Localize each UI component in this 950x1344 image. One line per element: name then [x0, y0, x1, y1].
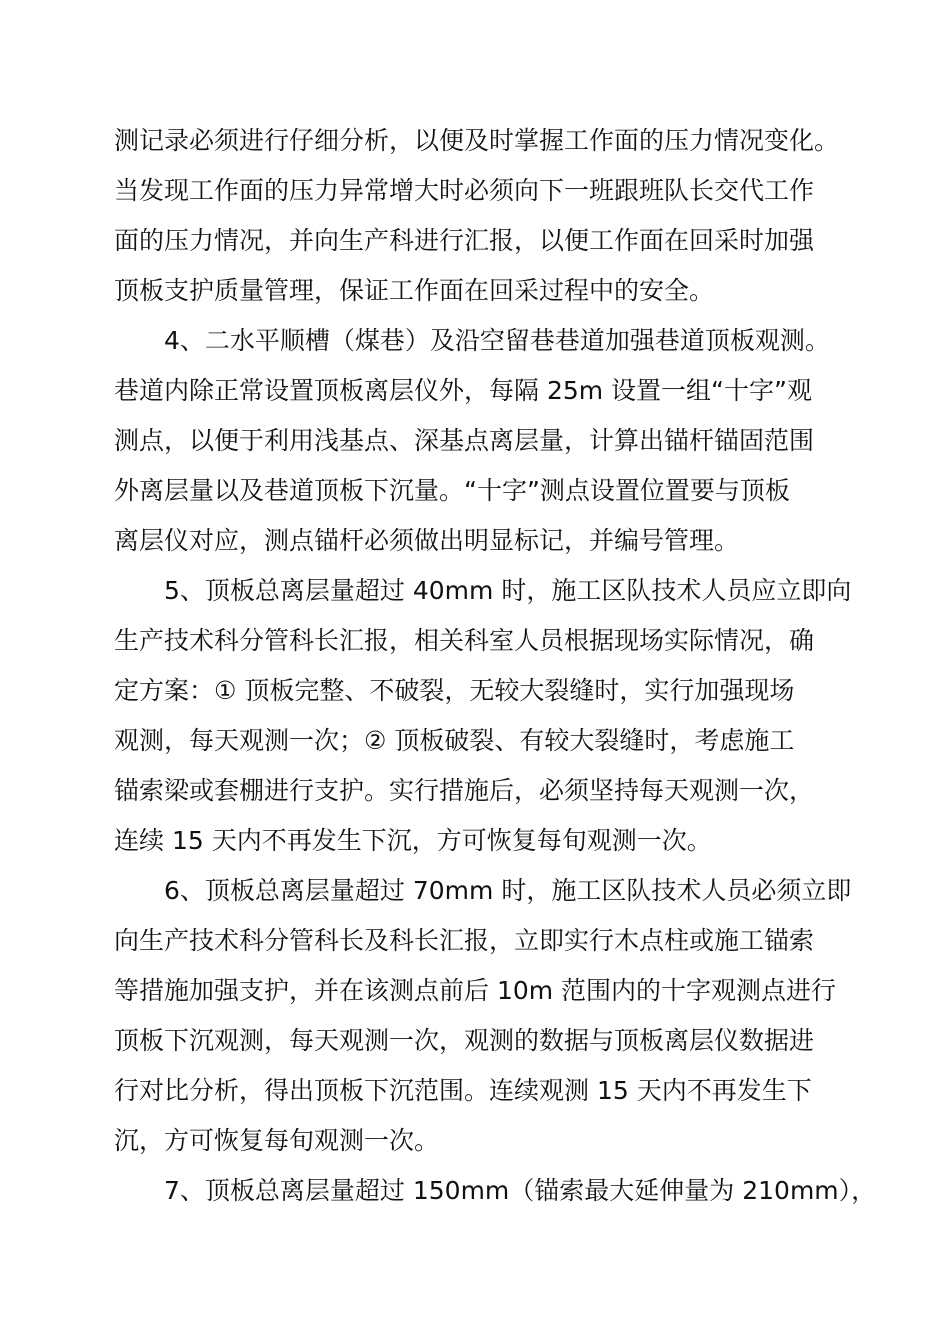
text-line: 定方案：① 顶板完整、不破裂，无较大裂缝时，实行加强现场 — [114, 676, 795, 705]
text-line: 向生产技术科分管科长及科长汇报，立即实行木点柱或施工锚索 — [114, 926, 815, 955]
text-line: 顶板下沉观测，每天观测一次，观测的数据与顶板离层仪数据进 — [114, 1026, 815, 1055]
text-line: 面的压力情况，并向生产科进行汇报，以便工作面在回采时加强 — [114, 226, 815, 255]
text-line: 测记录必须进行仔细分析，以便及时掌握工作面的压力情况变化。 — [114, 126, 840, 155]
text-line: 生产技术科分管科长汇报，相关科室人员根据现场实际情况，确 — [114, 626, 815, 655]
text-line: 离层仪对应，测点锚杆必须做出明显标记，并编号管理。 — [114, 526, 740, 555]
text-line: 5、顶板总离层量超过 40mm 时，施工区队技术人员应立即向 — [164, 576, 852, 605]
text-line: 外离层量以及巷道顶板下沉量。“十字”测点设置位置要与顶板 — [114, 476, 790, 505]
text-line: 锚索梁或套棚进行支护。实行措施后，必须坚持每天观测一次， — [114, 776, 815, 805]
text-line: 当发现工作面的压力异常增大时必须向下一班跟班队长交代工作 — [114, 176, 815, 205]
text-line: 4、二水平顺槽（煤巷）及沿空留巷巷道加强巷道顶板观测。 — [164, 326, 830, 355]
text-line: 顶板支护质量管理，保证工作面在回采过程中的安全。 — [114, 276, 715, 305]
text-line: 沉，方可恢复每旬观测一次。 — [114, 1126, 440, 1155]
text-line: 巷道内除正常设置顶板离层仪外，每隔 25m 设置一组“十字”观 — [114, 376, 812, 405]
text-line: 6、顶板总离层量超过 70mm 时，施工区队技术人员必须立即 — [164, 876, 852, 905]
text-line: 观测，每天观测一次；② 顶板破裂、有较大裂缝时，考虑施工 — [114, 726, 795, 755]
text-line: 7、顶板总离层量超过 150mm（锚索最大延伸量为 210mm）， — [164, 1176, 877, 1205]
text-line: 行对比分析，得出顶板下沉范围。连续观测 15 天内不再发生下 — [114, 1076, 812, 1105]
body-text — [114, 116, 877, 1216]
text-line: 测点，以便于利用浅基点、深基点离层量，计算出锚杆锚固范围 — [114, 426, 815, 455]
text-line: 等措施加强支护，并在该测点前后 10m 范围内的十字观测点进行 — [114, 976, 837, 1005]
text-line: 连续 15 天内不再发生下沉，方可恢复每旬观测一次。 — [114, 826, 712, 855]
